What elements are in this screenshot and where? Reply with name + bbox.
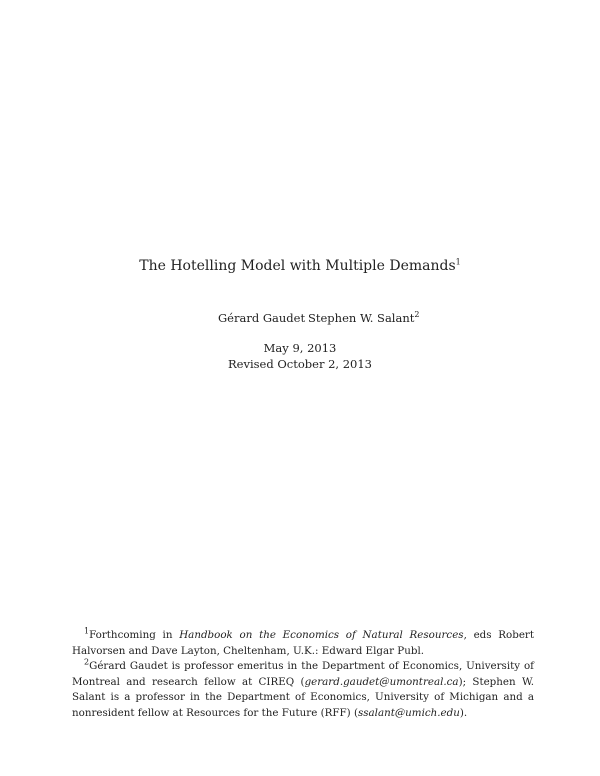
footnote-2-email-salant[interactable]: ssalant@umich.edu [357,706,460,719]
author-2 [308,311,419,325]
footnote-2-email-gaudet[interactable]: gerard.gaudet@umontreal.ca [304,675,459,688]
author-2-name: Stephen W. Salant [308,311,415,325]
author-1 [218,311,305,325]
revised-date: Revised October 2, 2013 [228,357,372,371]
footnote-1 [72,628,534,659]
footnote-2 [72,659,534,721]
author-2-footnote-marker: 2 [414,310,420,320]
title-text: The Hotelling Model with Multiple Demands [139,258,456,274]
footnote-1-text-post: , eds Robert Halvorsen and Dave Layton, Cheltenham, U.K.: Edward Elgar Publ. [72,629,534,657]
footnote-1-book-title: Handbook on the Economics of Natural Resources [179,629,464,641]
author-1-name: Gérard Gaudet [218,311,306,325]
footnote-1-marker: 1 [84,626,90,636]
title-footnote-marker: 1 [455,257,461,267]
footnote-2-text-2: ); Stephen W. Salant is a professor in the Department of Economics, University of Michigan and a nonresident fellow at Resources for the Future (RFF) ( [72,675,534,719]
footnote-2-marker: 2 [84,657,90,667]
footnote-1-text-pre: Forthcoming in [89,629,180,641]
paper-title [0,258,600,274]
footnote-2-text-1: Gérard Gaudet is professor emeritus in the Department of Economics, University of Montreal and research fellow at CIREQ ( [72,660,534,688]
footnote-2-text-3: ). [459,706,468,719]
footnotes [72,628,534,721]
paper-date: May 9, 2013 [263,341,337,355]
